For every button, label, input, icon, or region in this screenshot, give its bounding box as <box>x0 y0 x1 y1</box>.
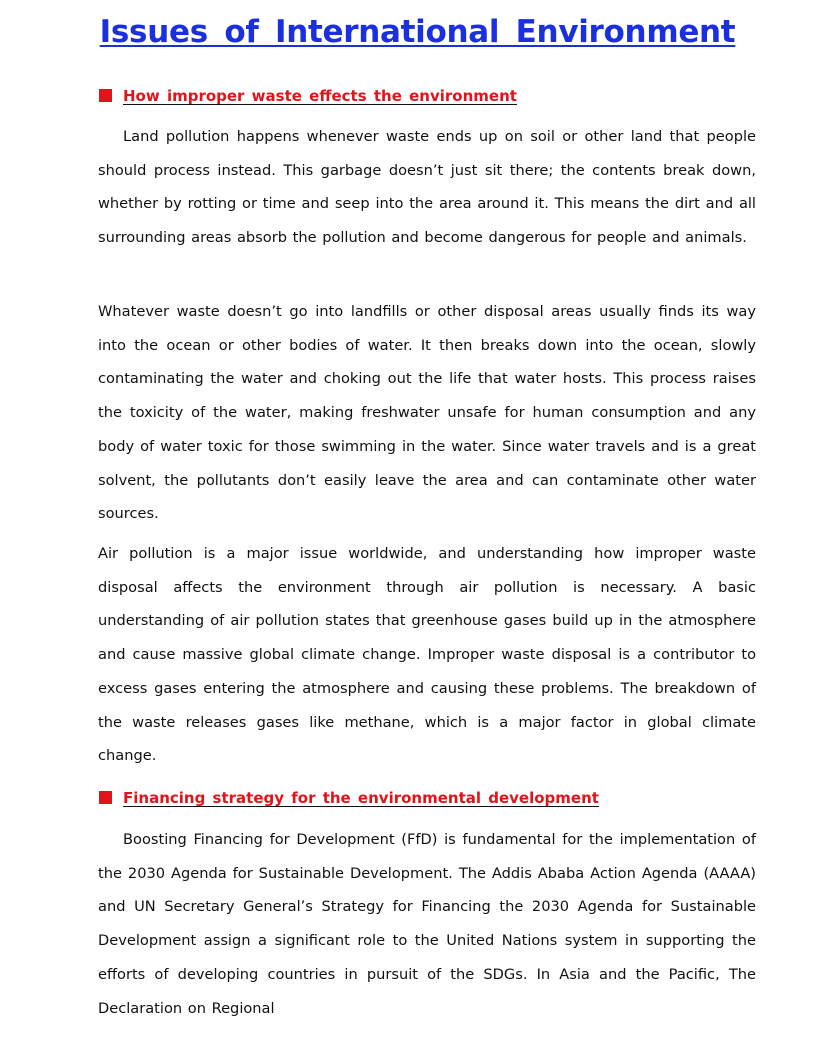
paragraph-land-pollution: Land pollution happens whenever waste ends up on soil or other land that people should process instead. This garbage doesn’t just sit there; the contents break down, whether by rotting or time and seep into the area around it. This means the dirt and all surrounding areas absorb the pollution and become dangerous for people and animals. <box>98 128 756 247</box>
red-square-bullet-icon <box>99 791 112 804</box>
section-heading-waste <box>99 85 759 109</box>
section-heading-text: How improper waste effects the environment <box>123 87 517 105</box>
paragraph-water-pollution: Whatever waste doesn’t go into landfills or other disposal areas usually finds its way into the ocean or other bodies of water. It then breaks down into the ocean, slowly contaminating the water and choking out the life that water hosts. This process raises the toxicity of the water, making freshwater unsafe for human consumption and any body of water toxic for those swimming in the water. Since water travels and is a great solvent, the pollutants don’t easily leave the area and can contaminate other water sources. <box>98 303 756 523</box>
red-square-bullet-icon <box>99 89 112 102</box>
section-heading-text: Financing strategy for the environmental development <box>123 789 599 807</box>
paragraph-financing: Boosting Financing for Development (FfD) is fundamental for the implementation of the 2030 Agenda for Sustainable Development. The Addis Ababa Action Agenda (AAAA) and UN Secretary General’s Strategy for Financing the 2030 Agenda for Sustainable Development assign a significant role to the United Nations system in supporting the efforts of developing countries in pursuit of the SDGs. In Asia and the Pacific, The Declaration on Regional <box>98 831 756 1017</box>
document-title: Issues of International Environment <box>99 14 736 50</box>
section-heading-financing <box>99 787 759 811</box>
paragraph-air-pollution: Air pollution is a major issue worldwide, and understanding how improper waste disposal affects the environment through air pollution is necessary. A basic understanding of air pollution states that greenhouse gases build up in the atmosphere and cause massive global climate change. Improper waste disposal is a contributor to excess gases entering the atmosphere and causing these problems. The breakdown of the waste releases gases like methane, which is a major factor in global climate change. <box>98 545 756 765</box>
